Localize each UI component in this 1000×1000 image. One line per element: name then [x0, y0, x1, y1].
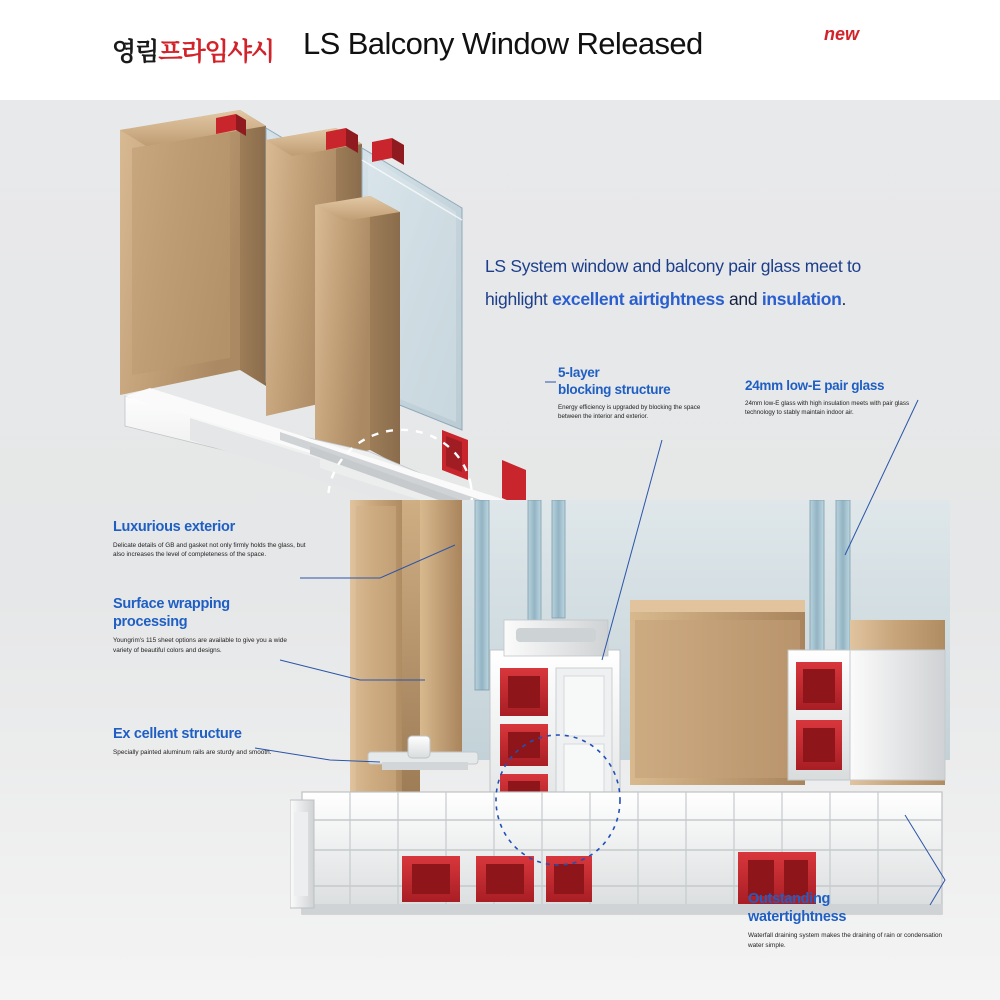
callout-title: 24mm low-E pair glass: [745, 378, 885, 393]
callout-body: Waterfall draining system makes the draining of rain or condensation water simple.: [748, 932, 943, 949]
callout-body: Youngrim's 115 sheet options are available to give you a wide variety of beautiful colors and designs.: [113, 637, 287, 654]
callout-surface-wrapping-processing: [113, 595, 293, 655]
callout-title-line-2: processing: [113, 614, 188, 631]
callout-title: [113, 595, 293, 631]
isometric-window-illustration: [70, 100, 530, 500]
callout-five-layer-blocking-structure: [558, 365, 708, 422]
callout-body: 24mm low-E glass with high insulation meets with pair glass technology to stably maintain indoor air.: [745, 399, 910, 416]
callout-luxurious-exterior: [113, 518, 313, 560]
new-badge: new: [824, 24, 860, 44]
callout-24mm-low-e-pair-glass: [745, 378, 920, 418]
brand-logo-red-text: 프라임샤시: [158, 38, 275, 66]
page-header: [0, 0, 1000, 100]
intro-paragraph: [485, 250, 955, 316]
callout-body: Energy efficiency is upgraded by blocking the space between the interior and exterior.: [558, 403, 701, 420]
callout-title-line-1: Surface wrapping: [113, 596, 230, 612]
callout-title-line-2: blocking structure: [558, 381, 671, 397]
intro-line-2-mid: and: [724, 289, 762, 309]
callout-title-line-2: watertightness: [748, 909, 847, 926]
iso-rear-sash: [120, 110, 266, 395]
right-profile: [788, 650, 945, 780]
callout-title: [558, 365, 708, 399]
intro-highlight-airtightness: excellent airtightness: [552, 289, 725, 309]
intro-line-1: LS System window and balcony pair glass meet to: [485, 256, 861, 276]
brand-logo-black-text: 영림: [112, 38, 159, 66]
page-title: LS Balcony Window Released: [303, 26, 703, 61]
intro-highlight-insulation: insulation: [761, 289, 842, 309]
sill-left-foot: [290, 800, 314, 908]
callout-title: Ex cellent structure: [113, 726, 242, 742]
brand-logo: [112, 32, 274, 68]
callout-body: Specially painted aluminum rails are sturdy and smooth.: [113, 749, 272, 757]
diagram-canvas: [0, 100, 1000, 1000]
callout-excellent-structure: [113, 725, 303, 757]
intro-line-2-end: .: [841, 289, 847, 309]
callout-title-line-1: 5-layer: [558, 365, 600, 380]
callout-outstanding-watertightness: [748, 890, 948, 950]
callout-body: Delicate details of GB and gasket not only firmly holds the glass, but also increases the level of completeness of the space.: [113, 542, 306, 559]
intro-line-2-prefix: highlight: [485, 289, 553, 309]
callout-title: Luxurious exterior: [113, 519, 235, 535]
callout-title-line-1: Outstanding: [748, 891, 831, 907]
iso-front-sash: [315, 196, 400, 466]
callout-title: [748, 890, 948, 926]
